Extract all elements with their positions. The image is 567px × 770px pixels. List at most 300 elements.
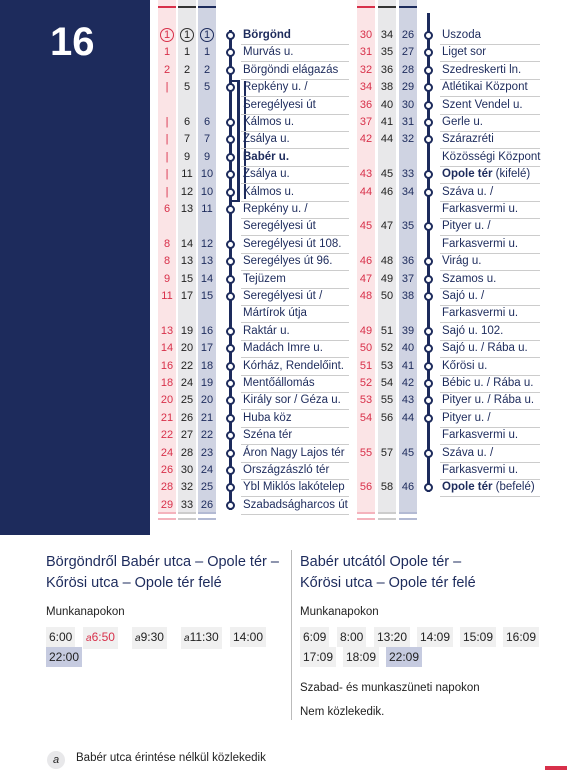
stop-time-cell: 32 bbox=[180, 481, 194, 494]
stop-dot bbox=[226, 483, 235, 492]
stop-name bbox=[243, 392, 341, 409]
stop-time-cell: 29 bbox=[401, 81, 415, 94]
stop-time-cell: 47 bbox=[359, 272, 373, 285]
stop-time-cell: 2 bbox=[203, 63, 211, 76]
departure-time bbox=[46, 627, 75, 647]
stop-name-text: Repkény u. / bbox=[243, 203, 308, 215]
stop-time-cell: 56 bbox=[380, 411, 394, 424]
stop-dot bbox=[226, 205, 235, 214]
stop-time-cell: 5 bbox=[203, 81, 211, 94]
stop-name bbox=[442, 114, 483, 131]
stop-time-cell: 2 bbox=[183, 63, 191, 76]
stop-time-cell: 9 bbox=[203, 150, 211, 163]
stop-name bbox=[442, 166, 530, 183]
stop-time-cell: 49 bbox=[380, 272, 394, 285]
stop-time-cell: 30 bbox=[180, 464, 194, 476]
stop-name bbox=[243, 271, 286, 288]
departure-time-text: 13:20 bbox=[377, 630, 408, 644]
stop-time-cell: 36 bbox=[380, 63, 394, 76]
departure-time-text: 15:09 bbox=[463, 630, 494, 644]
departure-time-text: 14:09 bbox=[420, 630, 451, 644]
stop-dot bbox=[226, 48, 235, 57]
stop-name bbox=[243, 288, 322, 305]
stop-time-cell: 52 bbox=[380, 342, 394, 355]
stop-time-cell: 18 bbox=[200, 359, 214, 372]
stop-time-cell: 34 bbox=[401, 185, 415, 198]
stop-time-cell: 44 bbox=[380, 133, 394, 146]
stop-name-text: Opole tér bbox=[442, 168, 493, 181]
stop-time-cell: 13 bbox=[180, 203, 194, 215]
stop-time-cell: 54 bbox=[380, 377, 394, 389]
column-end-ticks bbox=[357, 512, 375, 538]
stop-time-cell: 7 bbox=[203, 133, 211, 146]
stop-time-cell: 21 bbox=[160, 411, 174, 424]
stop-time-cell: 45 bbox=[401, 446, 415, 459]
stop-time-cell: 28 bbox=[160, 481, 174, 494]
departure-time bbox=[503, 627, 539, 647]
stop-dot bbox=[226, 414, 235, 423]
stop-dot bbox=[226, 396, 235, 405]
stop-name-text: Zsálya u. bbox=[243, 168, 290, 181]
stop-time-cell: 28 bbox=[180, 446, 194, 459]
stop-dot bbox=[226, 466, 235, 475]
stop-time-cell: 39 bbox=[401, 324, 415, 337]
stop-name bbox=[243, 462, 329, 479]
stop-time-cell: 22 bbox=[180, 359, 194, 372]
stop-time-cell: 11 bbox=[181, 168, 193, 181]
stop-name bbox=[243, 114, 294, 131]
departure-time-text: 11:30 bbox=[189, 630, 219, 644]
stop-time-cell: 46 bbox=[359, 255, 373, 268]
departure-time bbox=[337, 627, 366, 647]
stop-time-cell: 8 bbox=[163, 255, 171, 268]
stop-time-cell: 33 bbox=[401, 168, 415, 181]
departure-time bbox=[374, 627, 410, 647]
stop-name bbox=[442, 97, 523, 114]
stop-time-cell: 24 bbox=[180, 377, 194, 389]
column-head-marker bbox=[399, 6, 417, 14]
stop-name-text: Bébic u. / Rába u. bbox=[442, 377, 534, 389]
corner-accent bbox=[545, 766, 567, 770]
stop-name-text: Raktár u. bbox=[243, 324, 290, 337]
stop-time-cell: 13 bbox=[160, 324, 174, 337]
column-head-marker bbox=[378, 6, 396, 14]
stop-name-text: Sajó u. / bbox=[442, 290, 485, 302]
stop-time-cell: | bbox=[165, 133, 169, 146]
stop-name-text: Opole tér bbox=[442, 481, 493, 494]
stop-divider bbox=[440, 496, 540, 497]
stop-name bbox=[243, 79, 308, 96]
stop-name-text: Farkasvermi u. bbox=[442, 464, 519, 476]
stop-time-cell: 55 bbox=[380, 394, 394, 407]
stop-time-cell: 8 bbox=[163, 237, 171, 250]
column-head-marker bbox=[357, 6, 375, 14]
stop-time-cell: 42 bbox=[401, 377, 415, 389]
stop-name bbox=[442, 27, 481, 44]
stop-name bbox=[442, 201, 518, 218]
stop-time-cell: 26 bbox=[180, 411, 194, 424]
stop-name-text: Repkény u. / bbox=[243, 81, 308, 94]
stop-time-cell: 51 bbox=[359, 359, 373, 372]
stop-dot bbox=[424, 344, 433, 353]
departure-time-text: 22:00 bbox=[49, 650, 80, 664]
stop-time-cell: 56 bbox=[359, 481, 373, 494]
loop-connector bbox=[230, 80, 240, 82]
stop-dot bbox=[226, 118, 235, 127]
stop-time-cell: 34 bbox=[380, 29, 394, 41]
stop-dot bbox=[424, 396, 433, 405]
departure-time bbox=[230, 627, 266, 647]
stop-time-cell: 45 bbox=[359, 220, 373, 233]
stop-name-text: Seregélyesi út / bbox=[243, 290, 323, 302]
stop-time-cell: 41 bbox=[380, 116, 394, 128]
departure-time bbox=[300, 647, 336, 667]
left-weekday-label: Munkanapokon bbox=[46, 606, 125, 618]
column-head-marker bbox=[198, 6, 216, 14]
stop-name-text: Szabadságharcos út bbox=[243, 498, 348, 511]
stop-name bbox=[243, 323, 290, 340]
stop-name bbox=[243, 445, 345, 462]
stop-name-text: Börgöndi elágazás bbox=[243, 63, 339, 76]
stop-time-cell: 5 bbox=[183, 81, 191, 94]
stop-name bbox=[442, 392, 534, 409]
right-direction-title-1: Babér utcától Opole tér – bbox=[300, 554, 462, 570]
stop-dot bbox=[226, 188, 235, 197]
column-head-marker bbox=[178, 6, 196, 14]
stop-name-text: Szárazréti bbox=[442, 133, 494, 146]
stop-time-cell: 7 bbox=[183, 133, 191, 146]
route-number-panel bbox=[0, 0, 150, 535]
stop-time-cell: 46 bbox=[380, 185, 394, 198]
stop-time-cell: 36 bbox=[359, 98, 373, 111]
stop-name bbox=[243, 201, 308, 218]
holiday-label: Szabad- és munkaszüneti napokon bbox=[300, 682, 480, 694]
stop-name bbox=[442, 323, 503, 340]
stop-time-cell: 37 bbox=[401, 272, 415, 285]
loop-line bbox=[237, 80, 240, 202]
stop-name bbox=[243, 497, 348, 514]
stop-name bbox=[442, 62, 521, 79]
stop-dot bbox=[226, 153, 235, 162]
stop-dot bbox=[424, 414, 433, 423]
stop-time-cell: 12 bbox=[200, 237, 214, 250]
stop-name bbox=[243, 62, 338, 79]
stop-name bbox=[442, 271, 496, 288]
stop-name-text: Gerle u. bbox=[442, 116, 483, 128]
stop-time-cell: 36 bbox=[401, 255, 415, 268]
stop-dot bbox=[424, 66, 433, 75]
departure-time-text: 9:30 bbox=[140, 630, 164, 644]
stop-dot bbox=[424, 449, 433, 458]
stop-time-cell: 42 bbox=[359, 133, 373, 146]
stop-name-text: Atlétikai Központ bbox=[442, 81, 528, 94]
stop-name-text: Mentőállomás bbox=[243, 377, 315, 389]
stop-time-cell: 14 bbox=[180, 237, 194, 250]
left-direction-title-1: Börgöndről Babér utca – Opole tér – bbox=[46, 554, 279, 570]
stop-time-cell: 6 bbox=[183, 116, 191, 128]
stop-time-cell: 26 bbox=[401, 29, 415, 41]
stop-time-cell: 11 bbox=[201, 203, 213, 215]
stop-name bbox=[243, 340, 323, 357]
stop-dot bbox=[424, 292, 433, 301]
stop-time-cell: 44 bbox=[359, 185, 373, 198]
stop-name bbox=[442, 410, 491, 427]
stop-name bbox=[442, 427, 518, 444]
stop-name bbox=[442, 253, 481, 270]
stop-time-cell: 6 bbox=[163, 203, 171, 215]
stop-time-cell: 17 bbox=[200, 342, 214, 355]
stop-name bbox=[442, 305, 518, 322]
stop-time-cell: 2 bbox=[163, 63, 171, 76]
stop-name bbox=[243, 427, 292, 444]
stop-name-text: Pityer u. / Rába u. bbox=[442, 394, 535, 407]
stop-name-text: Murvás u. bbox=[243, 46, 294, 59]
stop-name bbox=[243, 166, 290, 183]
stop-dot bbox=[226, 257, 235, 266]
stop-name-text: Börgönd bbox=[243, 29, 291, 41]
stop-time-cell: 25 bbox=[200, 481, 214, 494]
stop-time-cell: 34 bbox=[359, 81, 373, 94]
stop-time-cell: 27 bbox=[180, 429, 194, 442]
stop-name bbox=[243, 305, 307, 322]
stop-name-text: Seregélyesi út bbox=[243, 220, 316, 233]
stop-name-text: Kálmos u. bbox=[243, 116, 295, 128]
stop-time-cell: 19 bbox=[180, 324, 194, 337]
stop-time-cell: | bbox=[165, 116, 169, 128]
stop-time-cell: 22 bbox=[200, 429, 214, 442]
stop-time-cell: 13 bbox=[180, 255, 194, 268]
stop-time-cell: 1 bbox=[183, 46, 191, 59]
stop-dot bbox=[226, 344, 235, 353]
stop-time-cell: | bbox=[165, 150, 169, 163]
stop-name-text: Szedreskerti ln. bbox=[442, 63, 522, 76]
stop-dot bbox=[226, 379, 235, 388]
stop-dot bbox=[226, 431, 235, 440]
stop-time-cell: 47 bbox=[380, 220, 394, 233]
stop-time-cell: 20 bbox=[160, 394, 174, 407]
stop-time-cell: 24 bbox=[160, 446, 174, 459]
stop-name bbox=[243, 358, 344, 375]
stop-time-cell: 51 bbox=[380, 324, 394, 337]
stop-time-cell: 30 bbox=[359, 29, 373, 41]
stop-time-cell: 35 bbox=[380, 46, 394, 59]
stop-time-cell: 43 bbox=[401, 394, 415, 407]
stop-time-cell: 24 bbox=[200, 464, 214, 476]
stop-name-text: Közösségi Központ bbox=[442, 150, 541, 163]
stop-dot bbox=[424, 257, 433, 266]
stop-divider bbox=[241, 514, 349, 515]
departure-time bbox=[83, 627, 118, 649]
stop-name-text: Áron Nagy Lajos tér bbox=[243, 446, 345, 459]
stop-name-text: Ybl Miklós lakótelep bbox=[243, 481, 345, 494]
stop-time-cell: 37 bbox=[359, 116, 373, 128]
stop-dot bbox=[424, 170, 433, 179]
stop-time-cell: 33 bbox=[180, 498, 194, 511]
stop-time-cell: 31 bbox=[359, 46, 373, 59]
stop-dot bbox=[424, 188, 433, 197]
stop-name bbox=[442, 288, 484, 305]
stop-name bbox=[442, 340, 528, 357]
departure-time-text: 16:09 bbox=[506, 630, 537, 644]
stop-time-cell: 20 bbox=[180, 342, 194, 355]
departure-time-text: 14:00 bbox=[233, 630, 264, 644]
stop-time-cell: 53 bbox=[380, 359, 394, 372]
note-a-marker: a bbox=[135, 633, 141, 644]
stop-time-cell: 52 bbox=[359, 377, 373, 389]
stop-name-text: Sajó u. 102. bbox=[442, 324, 504, 337]
stop-time-cell: 28 bbox=[401, 63, 415, 76]
stop-dot bbox=[226, 66, 235, 75]
stop-dot bbox=[424, 118, 433, 127]
stop-name-text: Száva u. / bbox=[442, 185, 494, 198]
stop-name-text: Száva u. / bbox=[442, 446, 494, 459]
stop-name-text: Huba köz bbox=[243, 411, 292, 424]
stop-name-text: Liget sor bbox=[442, 46, 487, 59]
stop-name bbox=[243, 131, 290, 148]
stop-dot bbox=[424, 327, 433, 336]
stop-dot bbox=[424, 31, 433, 40]
stop-name bbox=[243, 253, 333, 270]
stop-dot bbox=[424, 222, 433, 231]
stop-time-cell: 19 bbox=[200, 377, 214, 389]
stop-time-cell: 23 bbox=[200, 446, 214, 459]
stop-time-cell: 48 bbox=[380, 255, 394, 268]
stop-name-text: Sajó u. / Rába u. bbox=[442, 342, 528, 355]
column-end-ticks bbox=[378, 512, 396, 538]
stop-dot bbox=[424, 483, 433, 492]
stop-name bbox=[442, 149, 540, 166]
stop-dot bbox=[424, 83, 433, 92]
route-line-gap bbox=[427, 8, 430, 13]
stop-time-cell: 49 bbox=[359, 324, 373, 337]
departure-time bbox=[181, 627, 222, 649]
stop-name bbox=[243, 149, 289, 166]
stop-name-text: Szamos u. bbox=[442, 272, 497, 285]
departure-time bbox=[46, 647, 82, 667]
stop-time-cell: | bbox=[165, 185, 169, 198]
departure-time-text: 22:09 bbox=[389, 650, 420, 664]
stop-dot bbox=[226, 292, 235, 301]
departure-time-text: 17:09 bbox=[303, 650, 334, 664]
stop-time-cell: 15 bbox=[180, 272, 194, 285]
stop-dot bbox=[226, 275, 235, 284]
note-a-icon: a bbox=[47, 751, 65, 769]
stop-name bbox=[442, 358, 487, 375]
stop-dot bbox=[226, 240, 235, 249]
stop-time-cell: 15 bbox=[200, 290, 214, 302]
column-end-ticks bbox=[399, 512, 417, 538]
stop-dot bbox=[424, 101, 433, 110]
stop-time-cell: 43 bbox=[359, 168, 373, 181]
stop-name bbox=[442, 79, 528, 96]
stop-time-cell: 58 bbox=[380, 481, 394, 494]
stop-name-text: Madách Imre u. bbox=[243, 342, 323, 355]
stop-name bbox=[243, 184, 294, 201]
stop-name-text: Országzászló tér bbox=[243, 464, 330, 476]
stop-time-cell: 29 bbox=[160, 498, 174, 511]
stop-name-text: Tejüzem bbox=[243, 272, 286, 285]
stop-name bbox=[442, 445, 493, 462]
stop-time-cell: 13 bbox=[200, 255, 214, 268]
stop-time-cell: 38 bbox=[401, 290, 415, 302]
departure-time-text: 18:09 bbox=[346, 650, 377, 664]
stop-name-text: Farkasvermi u. bbox=[442, 429, 519, 442]
stop-name-text: Mártírok útja bbox=[243, 307, 307, 320]
stop-time-cell: 17 bbox=[180, 290, 194, 302]
stop-time-cell: 16 bbox=[160, 359, 174, 372]
stop-time-cell: 35 bbox=[401, 220, 415, 233]
right-weekday-label: Munkanapokon bbox=[300, 606, 379, 618]
stop-name-text: Farkasvermi u. bbox=[442, 203, 519, 215]
right-direction-title-2: Kőrösi utca – Opole tér felé bbox=[300, 575, 476, 591]
stop-dot bbox=[226, 362, 235, 371]
stop-time-cell: 30 bbox=[401, 98, 415, 111]
stop-name bbox=[442, 184, 493, 201]
stop-time-cell: 16 bbox=[200, 324, 214, 337]
stop-time-cell: 41 bbox=[401, 359, 415, 372]
route-number: 16 bbox=[50, 20, 95, 64]
stop-dot bbox=[226, 170, 235, 179]
stop-time-cell: 1 bbox=[183, 29, 191, 41]
stop-name bbox=[243, 27, 291, 44]
departure-time bbox=[343, 647, 379, 667]
note-a-marker: a bbox=[86, 633, 92, 644]
stop-name-text: Szent Vendel u. bbox=[442, 98, 523, 111]
stop-dot bbox=[226, 327, 235, 336]
departure-time bbox=[386, 647, 422, 667]
stop-time-cell: 38 bbox=[380, 81, 394, 94]
stop-name bbox=[243, 410, 292, 427]
stop-name-text: Babér u. bbox=[243, 150, 290, 163]
stop-time-cell: 26 bbox=[160, 464, 174, 476]
stop-dot bbox=[424, 48, 433, 57]
stop-time-cell: 11 bbox=[161, 290, 173, 302]
departure-time bbox=[132, 627, 167, 649]
stop-dot bbox=[424, 379, 433, 388]
stop-time-cell: 26 bbox=[200, 498, 214, 511]
stop-time-cell: 25 bbox=[180, 394, 194, 407]
stop-name bbox=[442, 462, 518, 479]
stop-time-cell: 22 bbox=[160, 429, 174, 442]
departure-time bbox=[417, 627, 453, 647]
stop-name-suffix: (kifelé) bbox=[492, 168, 531, 181]
departure-time bbox=[300, 627, 329, 647]
stop-name bbox=[442, 44, 486, 61]
column-end-ticks bbox=[178, 512, 196, 538]
stop-name-text: Széna tér bbox=[243, 429, 293, 442]
stop-name bbox=[243, 479, 345, 496]
stop-name-text: Kálmos u. bbox=[243, 185, 295, 198]
stop-time-cell: 1 bbox=[163, 46, 171, 59]
stop-dot bbox=[226, 31, 235, 40]
stop-time-cell: 1 bbox=[163, 29, 171, 41]
loop-connector bbox=[230, 200, 240, 202]
stop-time-cell: 40 bbox=[401, 342, 415, 355]
stop-time-cell: 1 bbox=[203, 29, 211, 41]
stop-time-cell: 32 bbox=[401, 133, 415, 146]
stop-name-text: Pityer u. / bbox=[442, 411, 491, 424]
stop-time-cell: 18 bbox=[160, 377, 174, 389]
footnote-text: Babér utca érintése nélkül közlekedik bbox=[76, 752, 266, 764]
stop-dot bbox=[226, 449, 235, 458]
stop-time-cell: 1 bbox=[203, 46, 211, 59]
stop-name-text: Uszoda bbox=[442, 29, 481, 41]
stop-name-text: Zsálya u. bbox=[243, 133, 290, 146]
stop-time-cell: 54 bbox=[359, 411, 373, 424]
stop-name bbox=[243, 236, 341, 253]
stop-time-cell: 12 bbox=[180, 185, 194, 198]
stop-time-cell: 27 bbox=[401, 46, 415, 59]
